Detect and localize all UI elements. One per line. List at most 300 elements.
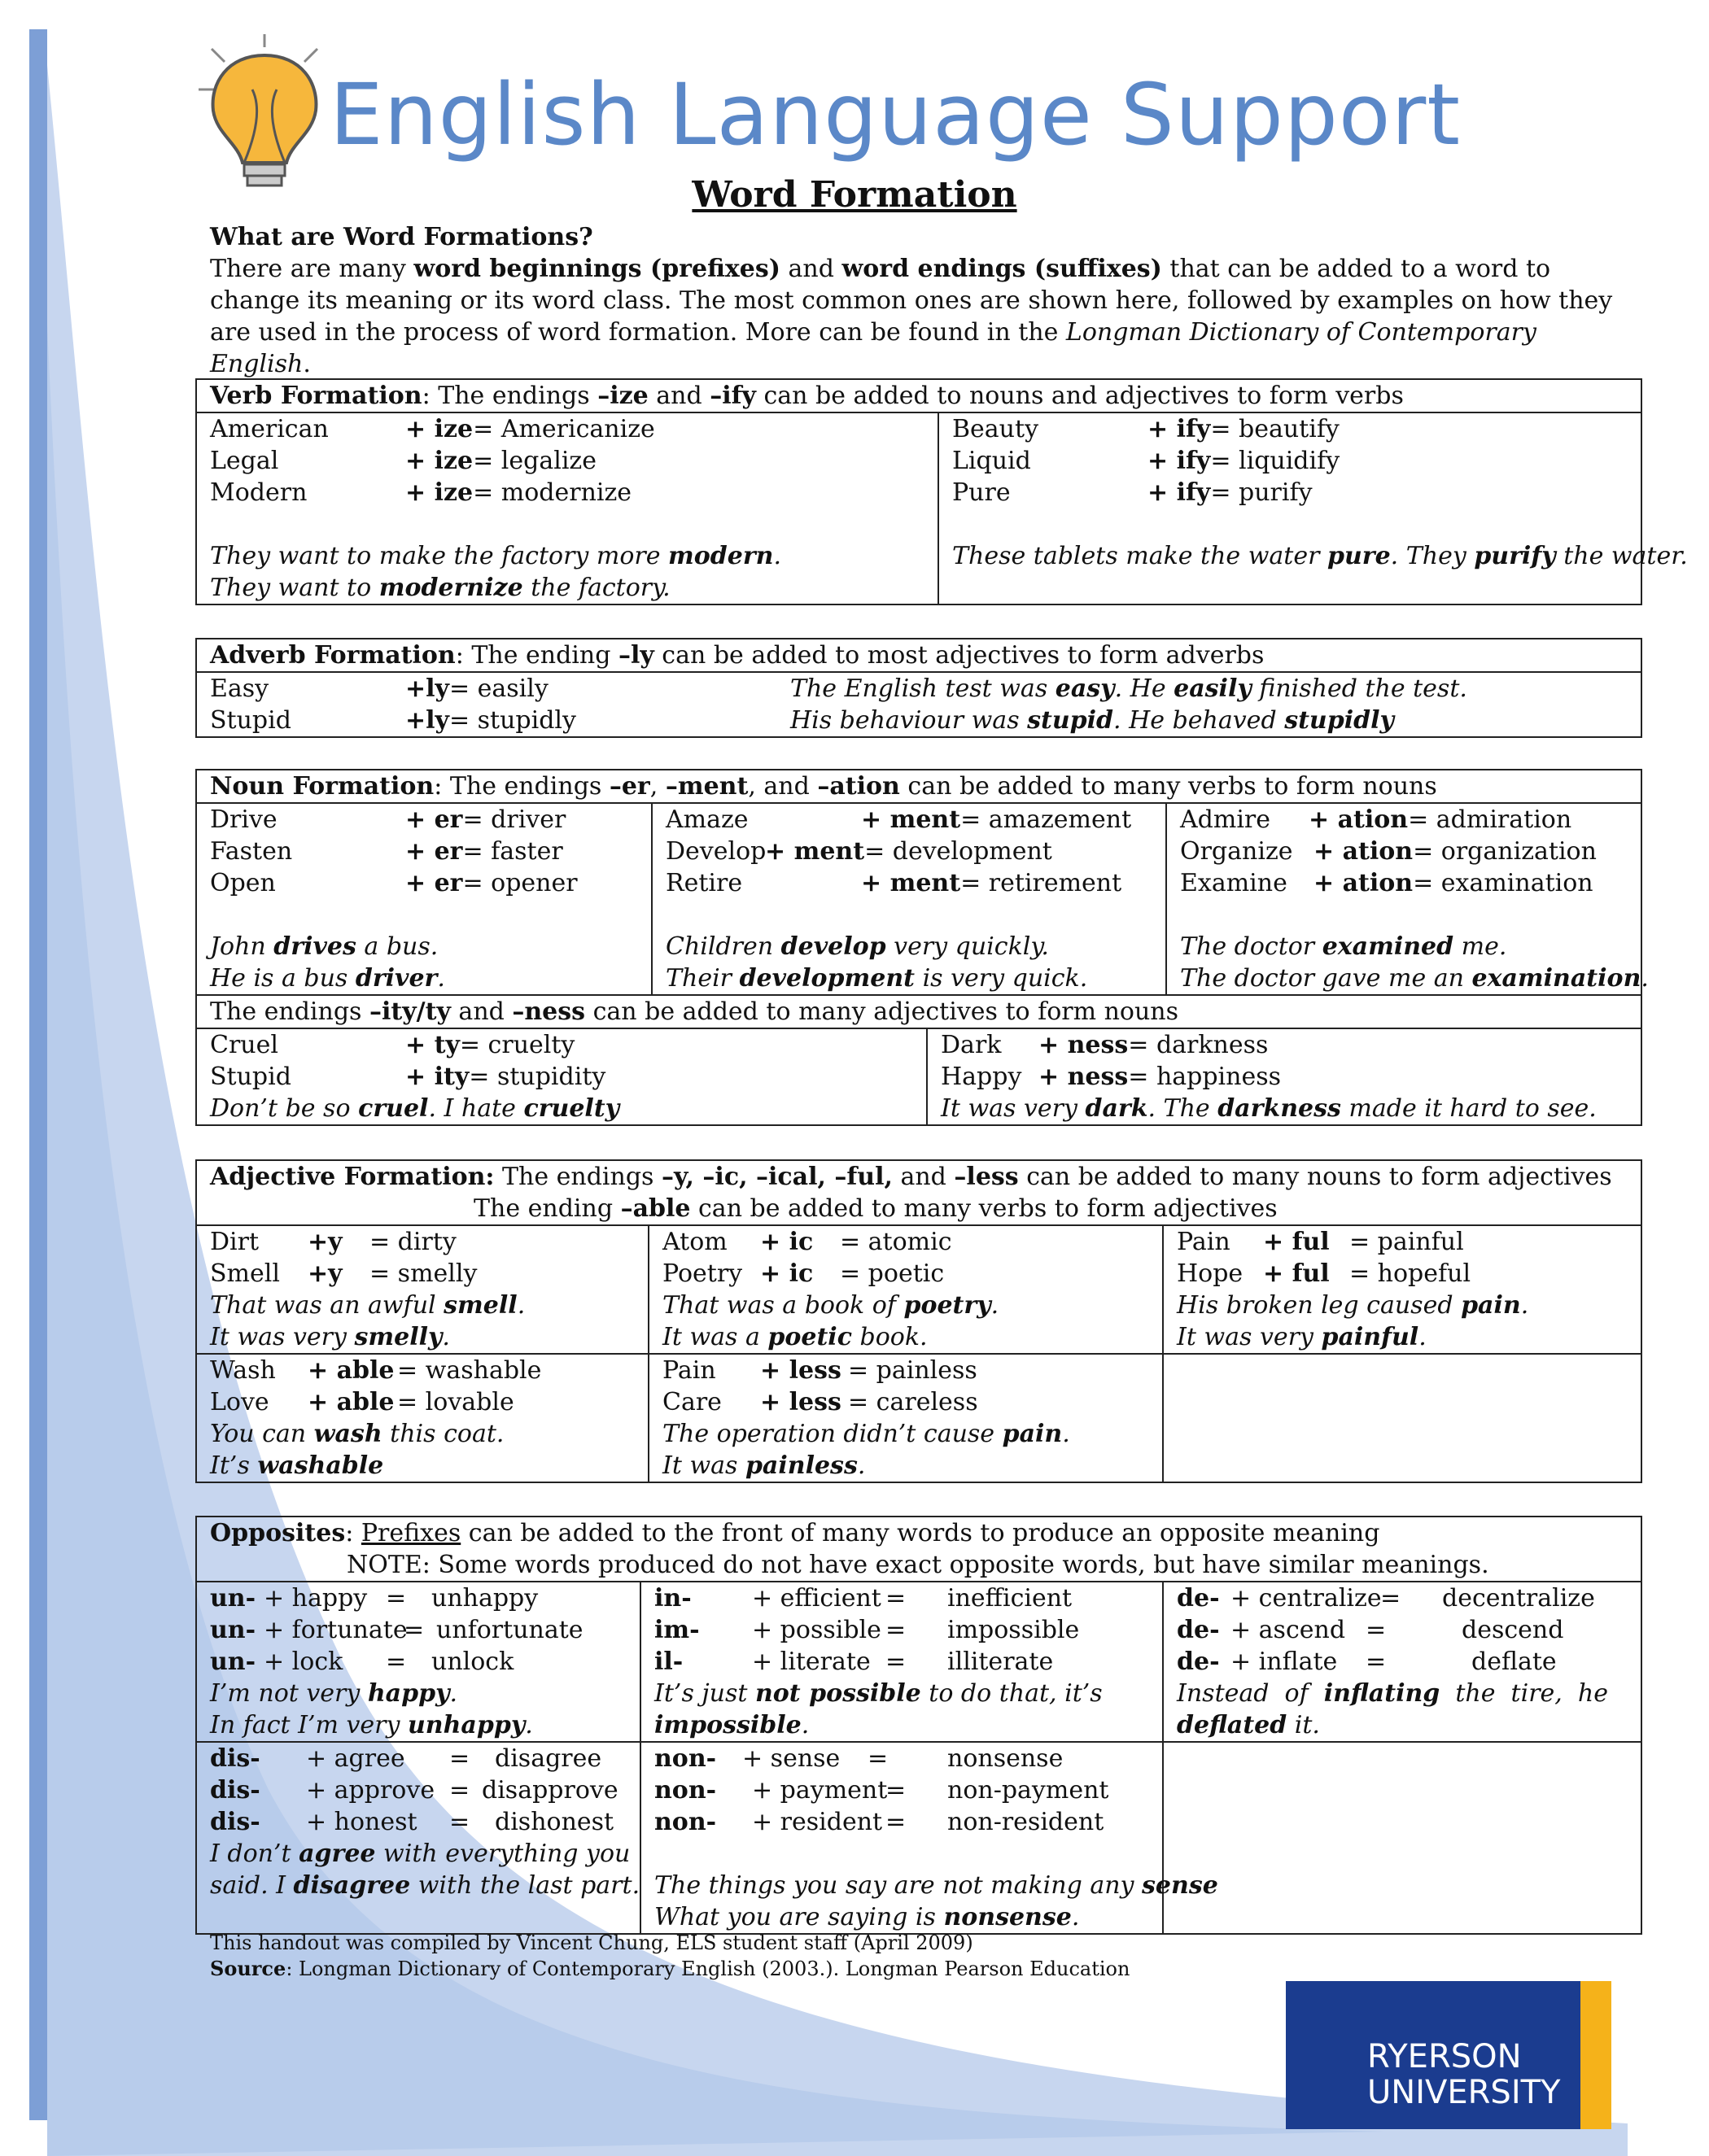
opposites-header: [197, 1517, 1641, 1549]
section-label: Adjective Formation:: [210, 1163, 495, 1191]
svg-text:RYERSON: RYERSON: [1367, 2038, 1522, 2075]
result: descend: [1462, 1616, 1564, 1644]
verb-right-cell: [939, 413, 1688, 604]
example-sentence: They want to modernize the factory.: [210, 574, 671, 602]
header-text: : The endings: [422, 382, 598, 410]
adj-row: [210, 1386, 635, 1418]
adj-row: [662, 1386, 1149, 1418]
noun-row: [666, 867, 1152, 899]
verb-row: [210, 445, 924, 477]
suffix: + ation: [1309, 805, 1409, 834]
adjective-header: [197, 1161, 1641, 1193]
prefix: de-: [1177, 1648, 1220, 1676]
noun-cell-er: [197, 804, 653, 994]
suffix: + ful: [1263, 1228, 1330, 1256]
result: disagree: [495, 1744, 602, 1773]
result: = cruelty: [459, 1031, 575, 1059]
intro-bold: word beginnings (prefixes): [413, 255, 780, 283]
noun-row: [210, 867, 638, 899]
noun-cell-ness: [928, 1029, 1641, 1124]
example-sentence: The English test was easy. He easily finished the test.: [789, 674, 1467, 703]
result: unlock: [431, 1648, 514, 1676]
noun-subheader: The endings –ity/ty and –ness can be added to many adjectives to form nouns: [210, 997, 1179, 1026]
prefix: un-: [210, 1616, 256, 1644]
prefix: un-: [210, 1648, 256, 1676]
adj-row: [662, 1355, 1149, 1386]
intro-text: and: [780, 255, 842, 283]
opp-row: [210, 1806, 627, 1838]
example-sentence: His behaviour was stupid. He behaved stupidly: [789, 706, 1394, 735]
noun-row: [666, 836, 1152, 867]
suffix: + ize: [405, 478, 474, 507]
example-sentence: The things you say are not making any sense: [654, 1871, 1218, 1900]
result: = organization: [1413, 837, 1597, 866]
prefix: dis-: [210, 1808, 260, 1836]
prefix: non-: [654, 1808, 717, 1836]
result: = modernize: [473, 478, 632, 507]
opp-row: [1177, 1646, 1628, 1678]
equals: =: [449, 1808, 470, 1836]
intro-paragraph: [210, 253, 1642, 380]
suffix: + ify: [1147, 415, 1211, 443]
word: Amaze: [666, 805, 749, 834]
suffix: +ly: [405, 674, 449, 703]
result: = development: [864, 837, 1052, 866]
noun-row: [1180, 867, 1628, 899]
noun-row: [210, 836, 638, 867]
result: disapprove: [482, 1776, 618, 1805]
example-sentence: The doctor gave me an examination.: [1180, 964, 1649, 993]
result: illiterate: [947, 1648, 1054, 1676]
verb-left-cell: [197, 413, 939, 604]
suffix: + less: [760, 1356, 841, 1385]
word: Admire: [1180, 805, 1271, 834]
word: Easy: [210, 674, 269, 703]
example-sentence: His broken leg caused pain.: [1177, 1291, 1529, 1320]
adverb-cell: [197, 673, 1641, 736]
example-sentence: It was very dark. The darkness made it hard to see.: [941, 1094, 1597, 1123]
equals: =: [386, 1648, 407, 1676]
suffix: + ify: [1147, 447, 1211, 475]
equals: =: [1366, 1616, 1387, 1644]
suffix: + ment: [861, 805, 961, 834]
word: Pain: [1177, 1228, 1230, 1256]
word: + honest: [306, 1808, 417, 1836]
word: + agree: [306, 1744, 405, 1773]
example-sentence: They want to make the factory more modern.: [210, 542, 782, 570]
noun-row: [1180, 804, 1628, 836]
result: = lovable: [397, 1388, 514, 1416]
example-sentence: Children develop very quickly.: [666, 932, 1049, 961]
word: Drive: [210, 805, 278, 834]
adj-row: [662, 1226, 1149, 1258]
adj-cell-ic: [649, 1226, 1164, 1353]
opp-row: [210, 1743, 627, 1774]
adverb-header: [197, 639, 1641, 673]
result: = amazement: [960, 805, 1132, 834]
result: unfortunate: [436, 1616, 584, 1644]
footer: [210, 1930, 1130, 1982]
word: + sense: [742, 1744, 841, 1773]
section-label: Adverb Formation: [210, 641, 456, 670]
prefix: non-: [654, 1776, 717, 1805]
word: Dirt: [210, 1228, 260, 1256]
word: Organize: [1180, 837, 1293, 866]
opp-row: [654, 1743, 1149, 1774]
opp-row: [654, 1806, 1149, 1838]
suffix: + ic: [760, 1259, 814, 1288]
suffix: + ic: [760, 1228, 814, 1256]
brand-title: English Language Support: [330, 65, 1462, 164]
word: Care: [662, 1388, 722, 1416]
example-sentence: These tablets make the water pure. They purify the water.: [952, 542, 1688, 570]
header-text: The endings: [494, 1163, 662, 1191]
equals: =: [449, 1744, 470, 1773]
result: = smelly: [369, 1259, 478, 1288]
noun-row: [1180, 836, 1628, 867]
opp-row: [654, 1646, 1149, 1678]
section-label: Noun Formation: [210, 772, 435, 801]
result: non-payment: [947, 1776, 1109, 1805]
suffix: + er: [405, 805, 463, 834]
example-sentence: It was a poetic book.: [662, 1323, 928, 1351]
result: unhappy: [431, 1584, 539, 1613]
prefix: il-: [654, 1648, 684, 1676]
header-underlined: Prefixes: [361, 1519, 461, 1547]
intro-text: .: [303, 350, 311, 378]
noun-cell-ment: [653, 804, 1167, 994]
prefix: im-: [654, 1616, 700, 1644]
equals: =: [885, 1808, 907, 1836]
result: = opener: [462, 869, 578, 897]
result: = legalize: [473, 447, 597, 475]
header-text: can be added to nouns and adjectives to form verbs: [755, 382, 1404, 410]
word: + fortunate: [264, 1616, 408, 1644]
intro-text: There are many: [210, 255, 414, 283]
result: = darkness: [1128, 1031, 1269, 1059]
suffix: + able: [308, 1388, 395, 1416]
header-text: :: [345, 1519, 361, 1547]
prefix: de-: [1177, 1584, 1220, 1613]
suffix: + ment: [765, 837, 865, 866]
header-text: ,: [649, 772, 666, 801]
word: Beauty: [952, 415, 1039, 443]
result: = beautify: [1210, 415, 1340, 443]
adj-row: [210, 1258, 635, 1290]
example-sentence: It’s just not possible to do that, it’s: [654, 1679, 1103, 1708]
opp-row: [210, 1614, 627, 1646]
header-text: and: [648, 382, 710, 410]
word: Wash: [210, 1356, 276, 1385]
opposites-box: [195, 1516, 1642, 1935]
suffix: + ize: [405, 447, 474, 475]
suffix: + ify: [1147, 478, 1211, 507]
word: Poetry: [662, 1259, 743, 1288]
word: Legal: [210, 447, 279, 475]
suffix: + less: [760, 1388, 841, 1416]
intro: [210, 221, 1642, 380]
adj-cell-empty: [1164, 1355, 1641, 1482]
word: + approve: [306, 1776, 435, 1805]
example-sentence: That was a book of poetry.: [662, 1291, 999, 1320]
verb-row: [952, 477, 1628, 508]
suffix: –ly: [618, 641, 654, 670]
word: + lock: [264, 1648, 343, 1676]
suffix: + ize: [405, 415, 474, 443]
word: Love: [210, 1388, 269, 1416]
adjective-formation-box: [195, 1159, 1642, 1483]
section-label: Opposites: [210, 1519, 346, 1547]
suffix: + ness: [1038, 1063, 1129, 1091]
word: + ascend: [1230, 1616, 1346, 1644]
opp-row: [210, 1646, 627, 1678]
word: Dark: [941, 1031, 1002, 1059]
noun-row: [210, 1029, 913, 1061]
adj-cell-able: [197, 1355, 649, 1482]
result: = admiration: [1408, 805, 1572, 834]
result: inefficient: [947, 1584, 1073, 1613]
example-sentence: Instead of inflating the tire, he: [1177, 1679, 1608, 1708]
verb-header: [197, 380, 1641, 413]
word: Stupid: [210, 1063, 291, 1091]
example-sentence: I don’t agree with everything you: [210, 1840, 631, 1868]
word: Retire: [666, 869, 743, 897]
adverb-row: [210, 705, 1628, 736]
equals: =: [1380, 1584, 1401, 1613]
example-sentence: John drives a bus.: [210, 932, 439, 961]
word: Pure: [952, 478, 1011, 507]
header-text: and: [892, 1163, 955, 1191]
header-text: : The endings: [434, 772, 610, 801]
word: Liquid: [952, 447, 1031, 475]
suffix: + ation: [1313, 837, 1414, 866]
footer-credit: This handout was compiled by Vincent Chung, ELS student staff (April 2009): [210, 1931, 973, 1954]
header-text: can be added to most adjectives to form adverbs: [653, 641, 1265, 670]
suffix: –able: [620, 1194, 691, 1223]
suffix: + ful: [1263, 1259, 1330, 1288]
example-sentence: Don’t be so cruel. I hate cruelty: [210, 1094, 620, 1123]
noun-row: [941, 1061, 1628, 1093]
suffix: + er: [405, 869, 463, 897]
adj-cell-less: [649, 1355, 1164, 1482]
word: Develop: [666, 837, 767, 866]
opp-cell-dis: [197, 1743, 641, 1933]
adj-row: [1177, 1258, 1628, 1290]
section-label: Verb Formation: [210, 382, 422, 410]
result: = dirty: [369, 1228, 457, 1256]
prefix: de-: [1177, 1616, 1220, 1644]
noun-cell-ation: [1167, 804, 1649, 994]
adj-row: [662, 1258, 1149, 1290]
suffix: +y: [308, 1259, 343, 1288]
page-title: Word Formation: [692, 174, 1017, 216]
word: American: [210, 415, 329, 443]
equals: =: [1366, 1648, 1387, 1676]
word: Atom: [662, 1228, 728, 1256]
opp-cell-non: [641, 1743, 1218, 1933]
result: deflate: [1471, 1648, 1557, 1676]
word: + payment: [752, 1776, 888, 1805]
prefix: un-: [210, 1584, 256, 1613]
example-sentence: I’m not very happy.: [210, 1679, 458, 1708]
equals: =: [404, 1616, 425, 1644]
word: + efficient: [752, 1584, 881, 1613]
suffix: + ation: [1313, 869, 1414, 897]
suffix: –er: [609, 772, 650, 801]
opp-row: [210, 1582, 627, 1614]
example-sentence: It was painless.: [662, 1451, 866, 1480]
result: = stupidly: [448, 706, 576, 735]
equals: =: [868, 1744, 889, 1773]
lightbulb-icon: [195, 33, 334, 195]
opp-row: [654, 1614, 1149, 1646]
word: Examine: [1180, 869, 1287, 897]
suffix: + able: [308, 1356, 395, 1385]
equals: =: [885, 1648, 907, 1676]
verb-row: [210, 413, 924, 445]
result: = easily: [448, 674, 549, 703]
noun-row: [941, 1029, 1628, 1061]
noun-formation-box: [195, 769, 1649, 1126]
opposites-note: NOTE: Some words produced do not have exact opposite words, but have similar meanings.: [197, 1549, 1641, 1582]
result: = careless: [848, 1388, 978, 1416]
example-sentence: He is a bus driver.: [210, 964, 445, 993]
suffix: –less: [954, 1163, 1019, 1191]
adj-row: [210, 1355, 635, 1386]
adj-cell-y: [197, 1226, 649, 1353]
example-sentence: deflated it.: [1177, 1711, 1320, 1739]
header-text: The ending: [474, 1194, 621, 1223]
ryerson-university-logo: [1286, 1981, 1611, 2129]
opp-cell-in: [641, 1582, 1164, 1741]
opp-row: [210, 1774, 627, 1806]
result: = happiness: [1128, 1063, 1282, 1091]
source-text: : Longman Dictionary of Contemporary English (2003.). Longman Pearson Education: [286, 1957, 1130, 1980]
suffix: + ity: [405, 1063, 470, 1091]
opp-cell-de: [1164, 1582, 1641, 1741]
suffix: –ize: [597, 382, 649, 410]
opp-row: [654, 1582, 1149, 1614]
adj-cell-ful: [1164, 1226, 1641, 1353]
result: = painless: [848, 1356, 977, 1385]
result: = painful: [1349, 1228, 1464, 1256]
suffix: +ly: [405, 706, 449, 735]
verb-formation-box: [195, 378, 1688, 605]
verb-row: [952, 413, 1628, 445]
noun-cell-ity: [197, 1029, 928, 1124]
equals: =: [885, 1776, 907, 1805]
example-sentence: The operation didn’t cause pain.: [662, 1420, 1070, 1448]
word: + happy: [264, 1584, 368, 1613]
result: decentralize: [1442, 1584, 1595, 1613]
prefix: dis-: [210, 1776, 260, 1805]
opp-row: [654, 1774, 1149, 1806]
example-sentence: You can wash this coat.: [210, 1420, 505, 1448]
word: Smell: [210, 1259, 280, 1288]
svg-text:UNIVERSITY: UNIVERSITY: [1367, 2074, 1561, 2111]
intro-book-title: Longman Dictionary of Contemporary English: [210, 318, 1536, 378]
word: + literate: [752, 1648, 871, 1676]
intro-text: that can be added to a word to change its meaning or its word class. The most common ones are shown here, followed by examples on how they are used in the process of word formation. More can be found in the: [210, 255, 1613, 347]
header-text: can be added to the front of many words to produce an opposite meaning: [461, 1519, 1380, 1547]
prefix: non-: [654, 1744, 717, 1773]
intro-bold: word endings (suffixes): [841, 255, 1162, 283]
opp-cell-empty: [1164, 1743, 1641, 1933]
result: = Americanize: [473, 415, 655, 443]
footer-source: [210, 1956, 1130, 1982]
result: = purify: [1210, 478, 1313, 507]
result: = poetic: [840, 1259, 945, 1288]
suffix: –y, –ic, –ical, –ful,: [661, 1163, 893, 1191]
suffix: +y: [308, 1228, 343, 1256]
word: + centralize: [1230, 1584, 1382, 1613]
word: Fasten: [210, 837, 293, 866]
header-text: : The ending: [455, 641, 618, 670]
example-sentence: That was an awful smell.: [210, 1291, 526, 1320]
suffix: + ty: [405, 1031, 460, 1059]
suffix: –ation: [817, 772, 900, 801]
word: Stupid: [210, 706, 291, 735]
word: + inflate: [1230, 1648, 1338, 1676]
word: Happy: [941, 1063, 1022, 1091]
suffix: + er: [405, 837, 463, 866]
example-sentence: said. I disagree with the last part.: [210, 1871, 640, 1900]
result: dishonest: [495, 1808, 614, 1836]
suffix: –ment: [665, 772, 749, 801]
header-text: can be added to many verbs to form adjectives: [690, 1194, 1278, 1223]
suffix: + ment: [861, 869, 961, 897]
adj-row: [1177, 1226, 1628, 1258]
example-sentence: It was very smelly.: [210, 1323, 450, 1351]
suffix: + ness: [1038, 1031, 1129, 1059]
result: = liquidify: [1210, 447, 1340, 475]
noun-row: [666, 804, 1152, 836]
equals: =: [449, 1776, 470, 1805]
result: = stupidity: [469, 1063, 606, 1091]
result: = retirement: [960, 869, 1122, 897]
example-sentence: It was very painful.: [1177, 1323, 1427, 1351]
adj-row: [210, 1226, 635, 1258]
suffix: –ify: [710, 382, 756, 410]
result: nonsense: [947, 1744, 1064, 1773]
adjective-header-2: [197, 1193, 1641, 1226]
word: Pain: [662, 1356, 716, 1385]
word: Modern: [210, 478, 308, 507]
noun-header: [197, 770, 1641, 804]
adverb-formation-box: [195, 638, 1642, 738]
word: Open: [210, 869, 276, 897]
opp-cell-un: [197, 1582, 641, 1741]
result: = atomic: [840, 1228, 952, 1256]
verb-row: [952, 445, 1628, 477]
example-sentence: In fact I’m very unhappy.: [210, 1711, 533, 1739]
equals: =: [885, 1584, 907, 1613]
example-sentence: What you are saying is nonsense.: [654, 1903, 1080, 1931]
result: = washable: [397, 1356, 542, 1385]
equals: =: [386, 1584, 407, 1613]
example-sentence: impossible.: [654, 1711, 810, 1739]
noun-row: [210, 1061, 913, 1093]
opp-row: [1177, 1614, 1628, 1646]
intro-question: What are Word Formations?: [210, 223, 593, 251]
word: + resident: [752, 1808, 883, 1836]
result: = hopeful: [1349, 1259, 1471, 1288]
result: = faster: [462, 837, 563, 866]
result: = driver: [462, 805, 566, 834]
word: Cruel: [210, 1031, 278, 1059]
result: impossible: [947, 1616, 1080, 1644]
header-text: can be added to many verbs to form nouns: [899, 772, 1437, 801]
